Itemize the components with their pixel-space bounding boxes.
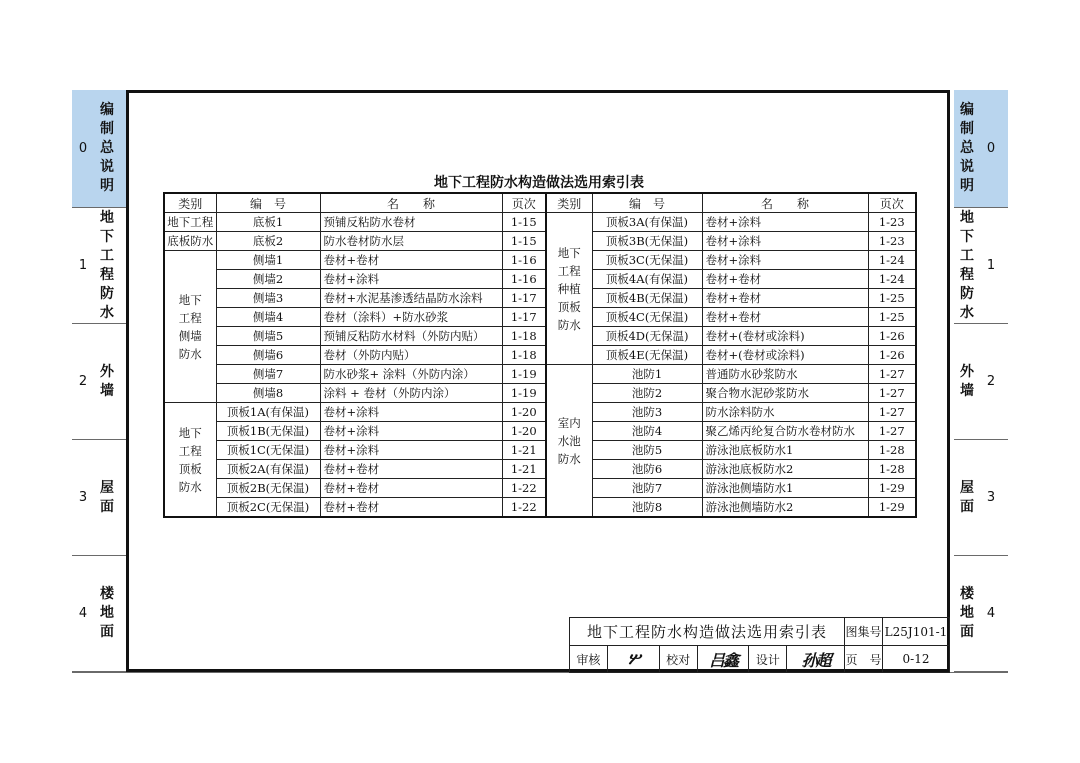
page-cell: 1-26 [868,346,916,365]
table-row [164,346,916,365]
check-signature: 吕鑫 [697,646,749,673]
name-cell: 聚乙烯丙纶复合防水卷材防水 [702,422,868,441]
code-cell: 顶板1C(无保温) [216,441,320,460]
name-cell: 卷材+水泥基渗透结晶防水涂料 [320,289,502,308]
section-tab-label: 编 制 总 说 明 [100,102,114,194]
code-cell: 顶板2A(有保温) [216,460,320,479]
check-label: 校对 [659,646,697,673]
page-label: 页 号 [845,646,883,673]
code-cell: 池防4 [592,422,702,441]
name-cell: 卷材+涂料 [702,251,868,270]
page-cell: 1-29 [868,498,916,518]
page-number: 0-12 [883,646,950,673]
name-cell: 涂料 + 卷材（外防内涂） [320,384,502,403]
code-cell: 顶板4B(无保温) [592,289,702,308]
code-cell: 侧墙7 [216,365,320,384]
review-signature: ሦ [607,646,659,673]
review-label: 审核 [570,646,608,673]
section-tab-number: 4 [986,606,996,621]
code-cell: 顶板4A(有保温) [592,270,702,289]
table-header-row [164,193,916,213]
section-tab-number: 1 [986,258,996,273]
code-cell: 侧墙2 [216,270,320,289]
page-cell: 1-28 [868,460,916,479]
name-cell: 卷材+涂料 [320,270,502,289]
table-row [164,460,916,479]
name-cell: 卷材+(卷材或涂料) [702,327,868,346]
section-tab-1[interactable] [72,208,126,324]
header-name: 名 称 [702,193,868,213]
page-cell: 1-28 [868,441,916,460]
page-cell: 1-27 [868,422,916,441]
code-cell: 顶板4E(无保温) [592,346,702,365]
section-tab-4[interactable] [72,556,126,672]
name-cell: 防水涂料防水 [702,403,868,422]
code-cell: 顶板2B(无保温) [216,479,320,498]
name-cell: 预铺反粘防水卷材 [320,213,502,232]
code-cell: 池防2 [592,384,702,403]
page-cell: 1-20 [502,403,546,422]
code-cell: 底板2 [216,232,320,251]
page-cell: 1-26 [868,327,916,346]
page-cell: 1-16 [502,270,546,289]
page-cell: 1-19 [502,384,546,403]
code-cell: 侧墙6 [216,346,320,365]
name-cell: 游泳池侧墙防水2 [702,498,868,518]
code-cell: 池防6 [592,460,702,479]
section-tab-label: 外 墙 [100,363,114,399]
code-cell: 侧墙3 [216,289,320,308]
page-cell: 1-24 [868,270,916,289]
table-row [164,251,916,270]
page-cell: 1-25 [868,308,916,327]
page-cell: 1-19 [502,365,546,384]
name-cell: 卷材+卷材 [320,479,502,498]
table-row [164,479,916,498]
table-row [164,289,916,308]
name-cell: 卷材+涂料 [320,441,502,460]
header-category: 类别 [546,193,592,213]
header-name: 名 称 [320,193,502,213]
page-cell: 1-18 [502,346,546,365]
name-cell: 卷材+涂料 [702,232,868,251]
name-cell: 聚合物水泥砂浆防水 [702,384,868,403]
title-block-title: 地下工程防水构造做法选用索引表 [570,618,845,646]
section-tab-3[interactable] [72,440,126,556]
category-cell: 地下工程 [164,213,216,232]
category-cell: 室内 水池 防水 [546,365,592,518]
code-cell: 顶板1A(有保温) [216,403,320,422]
section-tab-label: 编 制 总 说 明 [960,102,974,194]
code-cell: 池防8 [592,498,702,518]
table-row [164,308,916,327]
page-cell: 1-23 [868,213,916,232]
category-cell: 底板防水 [164,232,216,251]
section-tab-number: 0 [986,141,996,156]
title-block [569,617,950,673]
section-tab-number: 3 [78,490,88,505]
name-cell: 卷材+涂料 [320,422,502,441]
name-cell: 卷材+卷材 [702,308,868,327]
code-cell: 顶板4D(无保温) [592,327,702,346]
design-signature: 孙超 [787,646,845,673]
section-tab-4[interactable] [954,556,1008,672]
code-cell: 侧墙5 [216,327,320,346]
page-cell: 1-27 [868,365,916,384]
section-tab-label: 楼 地 面 [960,586,974,640]
table-title: 地下工程防水构造做法选用索引表 [434,175,644,191]
name-cell: 卷材（外防内贴） [320,346,502,365]
page-cell: 1-24 [868,251,916,270]
code-cell: 顶板3A(有保温) [592,213,702,232]
header-category: 类别 [164,193,216,213]
code-cell: 顶板3C(无保温) [592,251,702,270]
name-cell: 卷材（涂料）+防水砂浆 [320,308,502,327]
page-cell: 1-29 [868,479,916,498]
code-cell: 侧墙8 [216,384,320,403]
table-row [164,232,916,251]
table-row [164,327,916,346]
section-tab-label: 屋 面 [100,479,114,515]
name-cell: 卷材+卷材 [320,498,502,518]
page-cell: 1-21 [502,441,546,460]
code-cell: 池防7 [592,479,702,498]
page-cell: 1-22 [502,479,546,498]
code-cell: 顶板1B(无保温) [216,422,320,441]
design-label: 设计 [749,646,787,673]
section-tab-2[interactable] [954,324,1008,440]
section-tab-number: 0 [78,141,88,156]
name-cell: 防水砂浆+ 涂料（外防内涂） [320,365,502,384]
code-cell: 侧墙1 [216,251,320,270]
name-cell: 卷材+涂料 [320,403,502,422]
atlas-label: 图集号 [845,618,883,646]
page-cell: 1-23 [868,232,916,251]
table-row [164,384,916,403]
page-cell: 1-25 [868,289,916,308]
code-cell: 顶板3B(无保温) [592,232,702,251]
page-cell: 1-17 [502,289,546,308]
page-cell: 1-27 [868,384,916,403]
section-tab-label: 地 下 工 程 防 水 [100,209,114,321]
category-cell: 地下 工程 种植 顶板 防水 [546,213,592,365]
section-tab-number: 1 [78,258,88,273]
name-cell: 普通防水砂浆防水 [702,365,868,384]
code-cell: 池防3 [592,403,702,422]
table-row [164,270,916,289]
section-tab-label: 楼 地 面 [100,586,114,640]
code-cell: 侧墙4 [216,308,320,327]
section-tab-number: 2 [78,374,88,389]
code-cell: 底板1 [216,213,320,232]
section-tab-number: 4 [78,606,88,621]
section-tab-label: 屋 面 [960,479,974,515]
page-cell: 1-15 [502,232,546,251]
header-page: 页次 [502,193,546,213]
table-row [164,365,916,384]
code-cell: 池防5 [592,441,702,460]
name-cell: 卷材+卷材 [320,460,502,479]
table-row [164,213,916,232]
page-cell: 1-21 [502,460,546,479]
code-cell: 池防1 [592,365,702,384]
atlas-number: L25J101-1 [883,618,950,646]
name-cell: 游泳池底板防水2 [702,460,868,479]
section-tab-3[interactable] [954,440,1008,556]
section-tab-0[interactable] [954,90,1008,208]
section-tab-1[interactable] [954,208,1008,324]
name-cell: 防水卷材防水层 [320,232,502,251]
name-cell: 卷材+卷材 [702,289,868,308]
header-page: 页次 [868,193,916,213]
name-cell: 预铺反粘防水材料（外防内贴） [320,327,502,346]
section-tab-label: 外 墙 [960,363,974,399]
page-cell: 1-15 [502,213,546,232]
index-table [163,192,917,518]
name-cell: 游泳池侧墙防水1 [702,479,868,498]
code-cell: 顶板4C(无保温) [592,308,702,327]
name-cell: 卷材+涂料 [702,213,868,232]
name-cell: 卷材+卷材 [702,270,868,289]
header-code: 编 号 [592,193,702,213]
table-row [164,422,916,441]
page-cell: 1-18 [502,327,546,346]
section-tab-2[interactable] [72,324,126,440]
table-row [164,498,916,518]
page-cell: 1-16 [502,251,546,270]
page-cell: 1-27 [868,403,916,422]
section-tab-number: 2 [986,374,996,389]
page-cell: 1-22 [502,498,546,518]
page-cell: 1-20 [502,422,546,441]
table-row [164,441,916,460]
section-tab-label: 地 下 工 程 防 水 [960,209,974,321]
category-cell: 地下 工程 侧墙 防水 [164,251,216,403]
section-tab-number: 3 [986,490,996,505]
category-cell: 地下 工程 顶板 防水 [164,403,216,518]
name-cell: 卷材+卷材 [320,251,502,270]
page-cell: 1-17 [502,308,546,327]
header-code: 编 号 [216,193,320,213]
name-cell: 卷材+(卷材或涂料) [702,346,868,365]
section-tab-0[interactable] [72,90,126,208]
code-cell: 顶板2C(无保温) [216,498,320,518]
name-cell: 游泳池底板防水1 [702,441,868,460]
table-row [164,403,916,422]
